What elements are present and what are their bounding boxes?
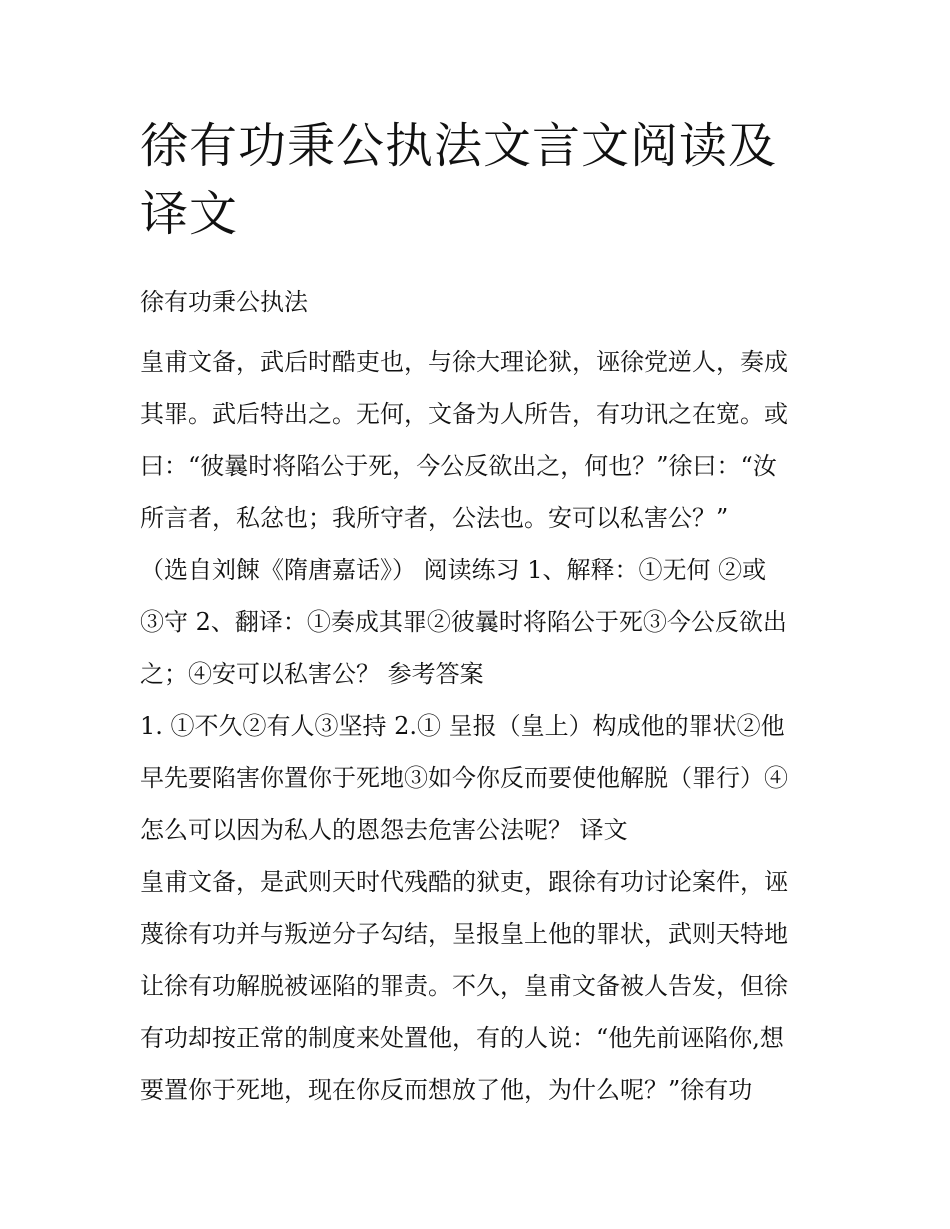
text-line: 让徐有功解脱被诬陷的罪责。不久，皇甫文备被人告发，但徐 [140,972,788,1000]
text-line: 怎么可以因为私人的恩怨去危害公法呢？ 译文 [140,816,628,844]
title-line-1: 徐有功秉公执法文言文阅读及 [140,118,778,174]
text-line: 要置你于死地，现在你反而想放了他，为什么呢？”徐有功 [140,1076,753,1104]
text-line: 之；④安可以私害公？ 参考答案 [140,660,484,688]
document-body [140,284,816,1116]
text-line: 1. ①不久②有人③坚持 2.① 呈报（皇上）构成他的罪状②他 [140,712,785,740]
text-line: 其罪。武后特出之。无何，文备为人所告，有功讯之在宽。或 [140,400,788,428]
section-heading: 徐有功秉公执法 [140,288,308,316]
text-line: 蔑徐有功并与叛逆分子勾结，呈报皇上他的罪状，武则天特地 [140,920,788,948]
text-line: 曰：“彼曩时将陷公于死，今公反欲出之，何也？”徐曰：“汝 [140,452,777,480]
heading-spacer [140,320,816,336]
text-line: ③守 2、翻译：①奏成其罪②彼曩时将陷公于死③今公反欲出 [140,608,787,636]
document-title [140,112,820,248]
text-line: 有功却按正常的制度来处置他，有的人说：“他先前诬陷你,想 [140,1024,784,1052]
text-line: 早先要陷害你置你于死地③如今你反而要使他解脱（罪行）④ [140,764,788,792]
text-line: 皇甫文备，武后时酷吏也，与徐大理论狱，诬徐党逆人，奏成 [140,348,788,376]
text-line: 皇甫文备，是武则天时代残酷的狱吏，跟徐有功讨论案件，诬 [140,868,788,896]
text-line: 所言者，私忿也；我所守者，公法也。安可以私害公？” [140,504,729,532]
text-line: （选自刘餗《隋唐嘉话》） 阅读练习 1、解释：①无何 ②或 [140,556,767,584]
title-line-2: 译文 [140,186,239,242]
